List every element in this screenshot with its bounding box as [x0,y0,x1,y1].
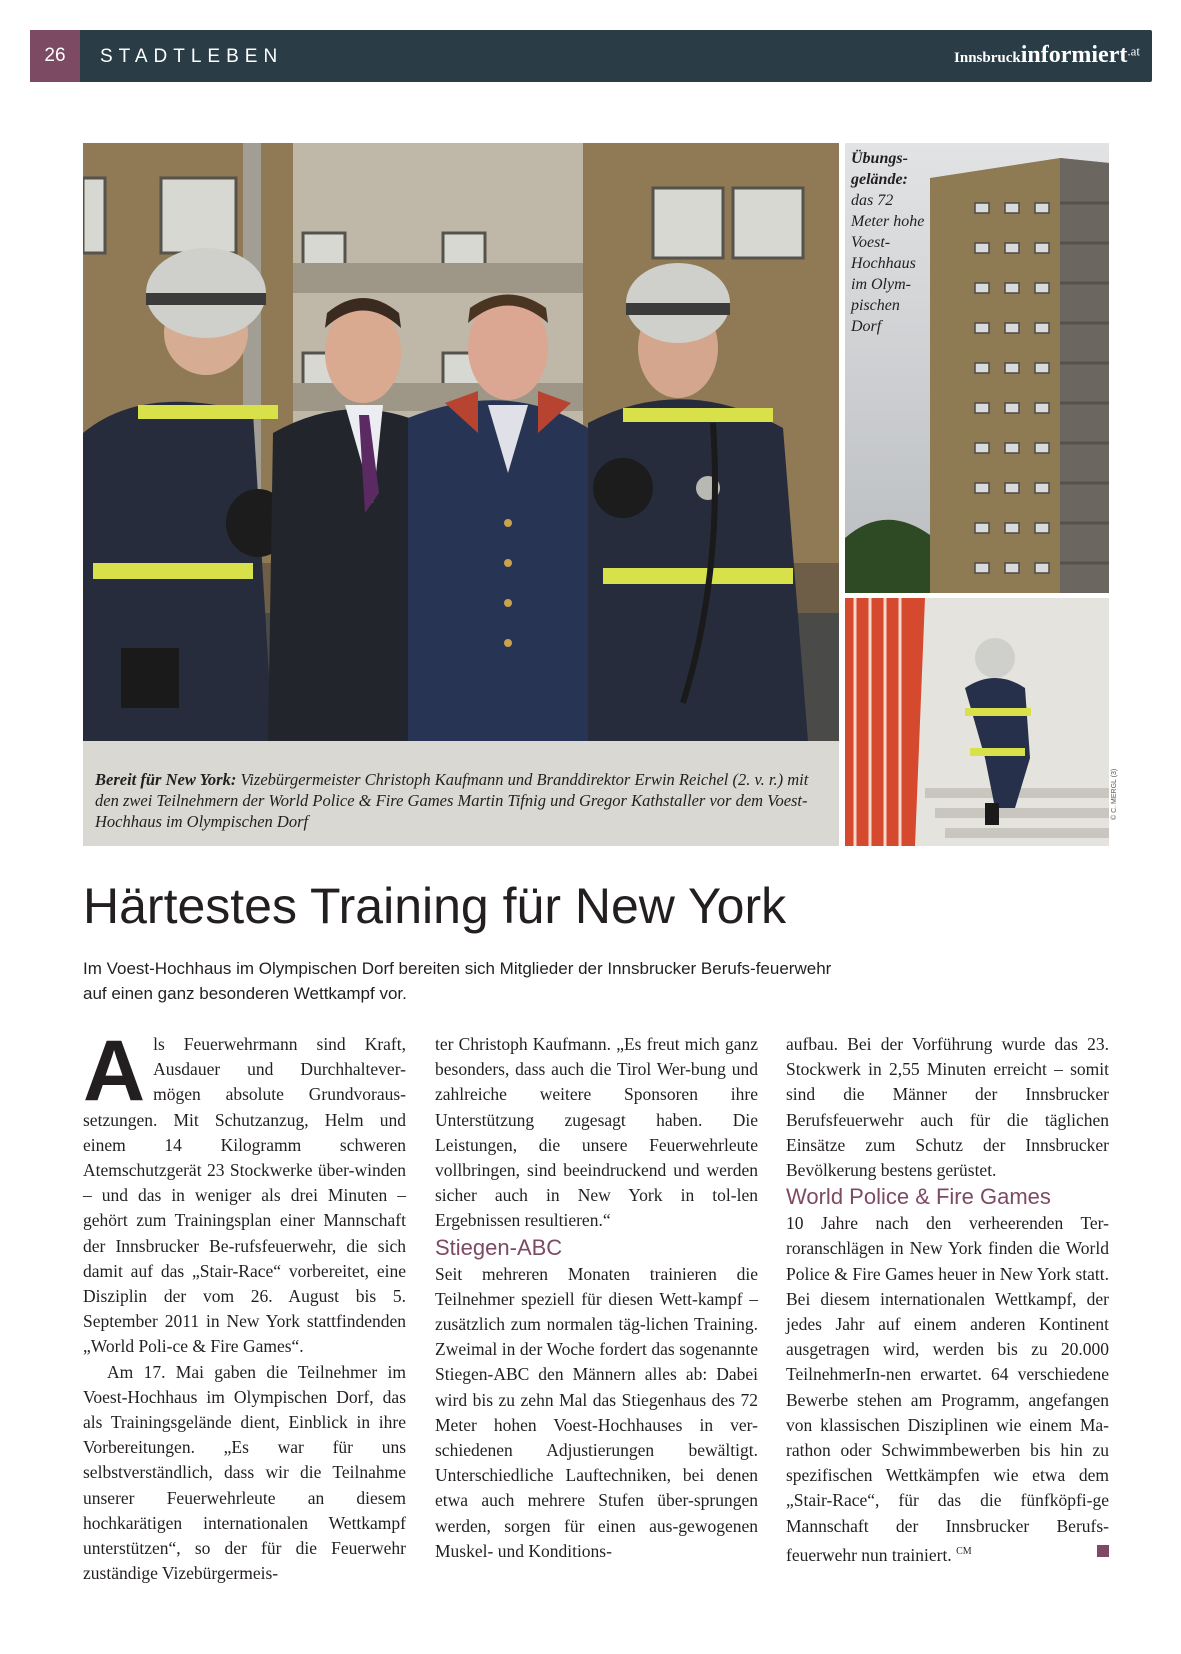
brand-tld: .at [1127,43,1140,59]
tower-photo-caption [851,148,931,337]
article-column-2 [435,1032,758,1564]
paragraph-1 [83,1023,406,1360]
side-caption-bold: Übungs-gelände: [851,150,908,188]
paragraph-1-text: ls Feuerwehrmann sind Kraft, Ausdauer und Durchhaltever-mögen absolute Grundvoraus-setzungen. Mit Schutzanzug, Helm und einem 14 Kilogramm schweren Atemschutzgerät 23 Stockwerke über-winden – und das in weniger als drei Minuten – gehört zum Trainingsplan einer Mannschaft der Innsbrucker Be-rufsfeuerwehr, die sich damit auf das „Stair-Race“ vorbereitet, eine Disziplin der vom 26. August bis 5. September 2011 in New York stattfindenden „World Poli-ce & Fire Games“. [83,1034,406,1357]
page-header [30,30,1152,82]
article-headline: Härtestes Training für New York [83,878,787,934]
subhead-world-police-fire-games: World Police & Fire Games [786,1184,1051,1210]
stairs-photo [845,598,1109,846]
paragraph-6 [786,1211,1109,1568]
side-caption-text: das 72 Meter hohe Voest-Hochhaus im Olym-pischen Dorf [851,192,925,335]
paragraph-2: Am 17. Mai gaben die Teilnehmer im Voest-Hochhaus im Olympischen Dorf, das als Trainingsgelände dient, Einblick in ihre Vorbereitungen. „Es war für uns selbstverständlich, dass wir die Teilnahme unserer Feuerwehrleute an diesem hochkarätigen internationalen Wettkampf unterstützen“, so der für die Feuerwehr zuständige Vizebürgermeis- [83,1361,406,1584]
paragraph-6-text: 10 Jahre nach den verheerenden Ter-roranschlägen in New York finden die World Police & Fire Games heuer in New York statt. Bei diesem internationalen Wettkampf, der jedes Jahr auf einem anderen Kontinent ausgetragen wird, werden bis zu 20.000 TeilnehmerIn-nen erwartet. 64 verschiedene Bewerbe stehen am Programm, angefangen von klassischen Disziplinen wie einem Ma-rathon oder Schwimmbewerben bis hin zu spezifischen Wettkämpfen wie etwa dem „Stair-Race“, für das die fünfköpfi-ge Mannschaft der Innsbrucker Berufs-feuerwehr nun trainiert. [786,1213,1109,1565]
group-photo [83,143,839,741]
main-photo-caption [83,741,839,846]
subhead-stiegen-abc: Stiegen-ABC [435,1234,563,1260]
page-number: 26 [30,30,80,82]
drop-cap: A [83,1023,146,1119]
article-column-1 [83,1023,406,1586]
paragraph-4: Seit mehreren Monaten trainieren die Teilnehmer speziell für diesen Wett-kampf – zusätzlich zum normalen täg-lichen Training. Zweimal in der Woche fordert das sogenannte Stiegen-ABC den Männern alles ab: Dabei wird bis zu zehn Mal das Stiegenhaus des 72 Meter hohen Voest-Hochhauses in ver-schiedenen Adjustierungen bewältigt. Unterschiedliche Lauftechniken, bei denen etwa auch mehrere Stufen über-sprungen werden, sorgen für einen aus-gewogenen Muskel- und Konditions- [435,1263,758,1561]
brand-city: Innsbruck [954,50,1021,66]
main-caption-bold: Bereit für New York: [95,770,237,789]
brand-logo [954,42,1140,69]
group-photo-illustration [83,143,839,741]
photo-credit: © C. MERGL (3) [1111,768,1118,820]
paragraph-5: aufbau. Bei der Vorführung wurde das 23. Stockwerk in 2,55 Minuten erreicht – somit sind die Männer der Innsbrucker Berufsfeuerwehr auch für die täglichen Einsätze zum Schutz der Innsbrucker Bevölkerung bestens gerüstet. [786,1034,1109,1181]
paragraph-3: ter Christoph Kaufmann. „Es freut mich ganz besonders, dass auch die Tirol Wer-bung und zahlreiche weitere Sponsoren ihre Unterstützung zugesagt haben. Die Leistungen, die unsere Feuerwehrleute vollbringen, sind beeindruckend und werden sicher auch in New York in tol-len Ergebnissen resultieren.“ [435,1034,758,1231]
end-mark-icon [1097,1545,1109,1557]
section-title: STADTLEBEN [100,46,284,67]
brand-main: informiert [1020,42,1128,68]
author-initials: CM [956,1545,972,1557]
stairs-illustration [845,598,1109,846]
article-lead: Im Voest-Hochhaus im Olympischen Dorf bereiten sich Mitglieder der Innsbrucker Berufs-feuerwehr auf einen ganz besonderen Wettkampf vor. [83,959,832,1003]
main-caption-text: Vizebürgermeister Christoph Kaufmann und Branddirektor Erwin Reichel (2. v. r.) mit den zwei Teilnehmern der World Police & Fire Games Martin Tifnig und Gregor Kathstaller vor dem Voest-Hochhaus im Olympischen Dorf [95,770,809,831]
article-column-3 [786,1032,1109,1568]
